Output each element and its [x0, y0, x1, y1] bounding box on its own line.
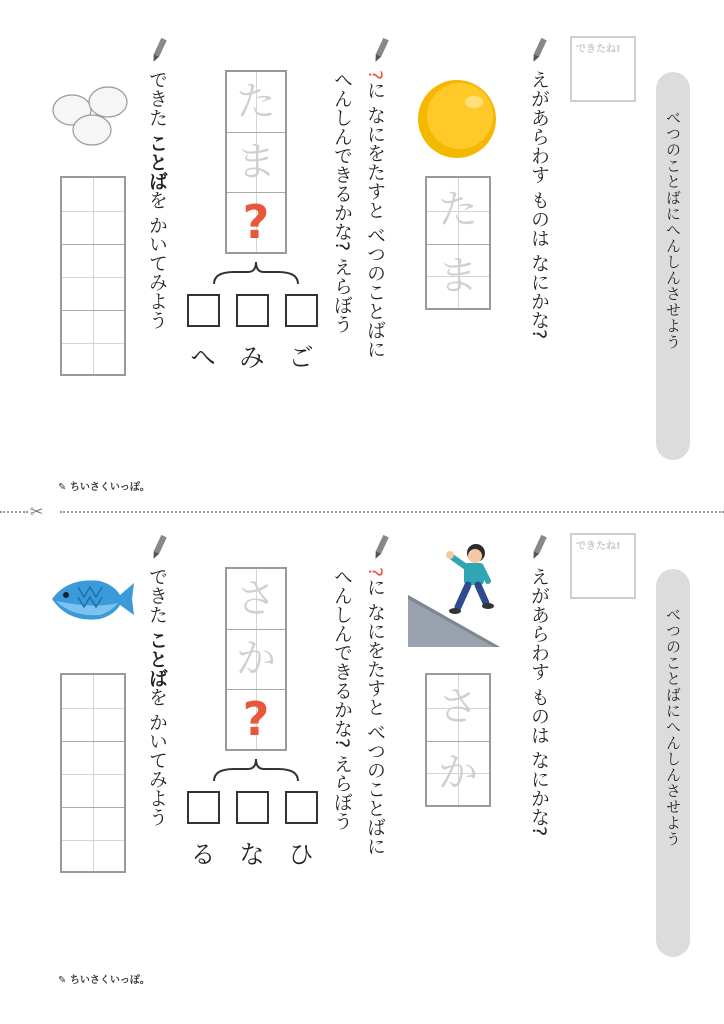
- pencil-icon: [373, 36, 389, 64]
- choice-char[interactable]: ご: [288, 343, 314, 372]
- write-instruction: できた ことばを かいてみよう: [146, 70, 168, 330]
- trace-char: ま: [438, 253, 478, 299]
- pencil-icon: [151, 36, 167, 64]
- answer-grid[interactable]: [60, 176, 126, 376]
- instruction-line1: ?に なにをたすと べつのことばに: [364, 70, 386, 359]
- instruction-line2: へんしんできるかな? えらぼう: [331, 70, 353, 334]
- title-pill: [656, 72, 690, 460]
- choice-char[interactable]: る: [190, 840, 216, 869]
- puzzle-grid: [225, 70, 287, 254]
- pencil-icon: [531, 36, 547, 64]
- puzzle-char: た: [236, 79, 276, 125]
- worksheet-bottom: [0, 497, 724, 997]
- pencil-icon: [151, 533, 167, 561]
- instruction-line1: ?に なにをたすと べつのことばに: [364, 567, 386, 856]
- brace-icon: [210, 755, 302, 785]
- trace-char: さ: [438, 684, 478, 730]
- question-mark: ?: [242, 692, 270, 746]
- question-text: えがあらわす ものは なにかな?: [528, 567, 550, 837]
- fish-image: [48, 573, 136, 625]
- trace-grid[interactable]: [425, 176, 491, 310]
- trace-char: た: [438, 187, 478, 233]
- done-box[interactable]: [570, 36, 636, 102]
- choice-char[interactable]: な: [239, 840, 265, 869]
- question-text: えがあらわす ものは なにかな?: [528, 70, 550, 340]
- title-text: べつのことばにへんしんさせよう: [664, 607, 682, 847]
- eggs-image: [48, 80, 134, 152]
- done-label: できたね!: [576, 44, 621, 55]
- title-pill: [656, 569, 690, 957]
- question-mark: ?: [242, 195, 270, 249]
- brace-icon: [210, 258, 302, 288]
- done-box[interactable]: [570, 533, 636, 599]
- done-label: できたね!: [576, 541, 621, 552]
- choice-char[interactable]: ひ: [288, 840, 314, 869]
- slope-man-image: [404, 541, 502, 649]
- instruction-line2: へんしんできるかな? えらぼう: [331, 567, 353, 831]
- question-mark: ?: [364, 70, 386, 81]
- puzzle-grid: [225, 567, 287, 751]
- trace-grid[interactable]: [425, 673, 491, 807]
- worksheet-top: [0, 0, 724, 500]
- question-mark: ?: [364, 567, 386, 578]
- choice-box[interactable]: [236, 791, 269, 824]
- answer-grid[interactable]: [60, 673, 126, 873]
- choice-box[interactable]: [285, 294, 318, 327]
- puzzle-char: ま: [236, 139, 276, 185]
- choice-box[interactable]: [285, 791, 318, 824]
- logo: ✎ ちいさくいっぽ。: [58, 482, 150, 493]
- logo: ✎ ちいさくいっぽ。: [58, 975, 150, 986]
- choice-char[interactable]: へ: [190, 343, 216, 372]
- write-instruction: できた ことばを かいてみよう: [146, 567, 168, 827]
- choice-box[interactable]: [236, 294, 269, 327]
- title-text: べつのことばにへんしんさせよう: [664, 110, 682, 350]
- choice-char[interactable]: み: [239, 343, 265, 372]
- pencil-icon: [373, 533, 389, 561]
- choice-box[interactable]: [187, 791, 220, 824]
- trace-char: か: [438, 750, 478, 796]
- choice-box[interactable]: [187, 294, 220, 327]
- scissors-icon: ✂: [30, 502, 44, 521]
- puzzle-char: さ: [236, 576, 276, 622]
- puzzle-char: か: [236, 636, 276, 682]
- ball-image: [416, 78, 498, 160]
- pencil-icon: [531, 533, 547, 561]
